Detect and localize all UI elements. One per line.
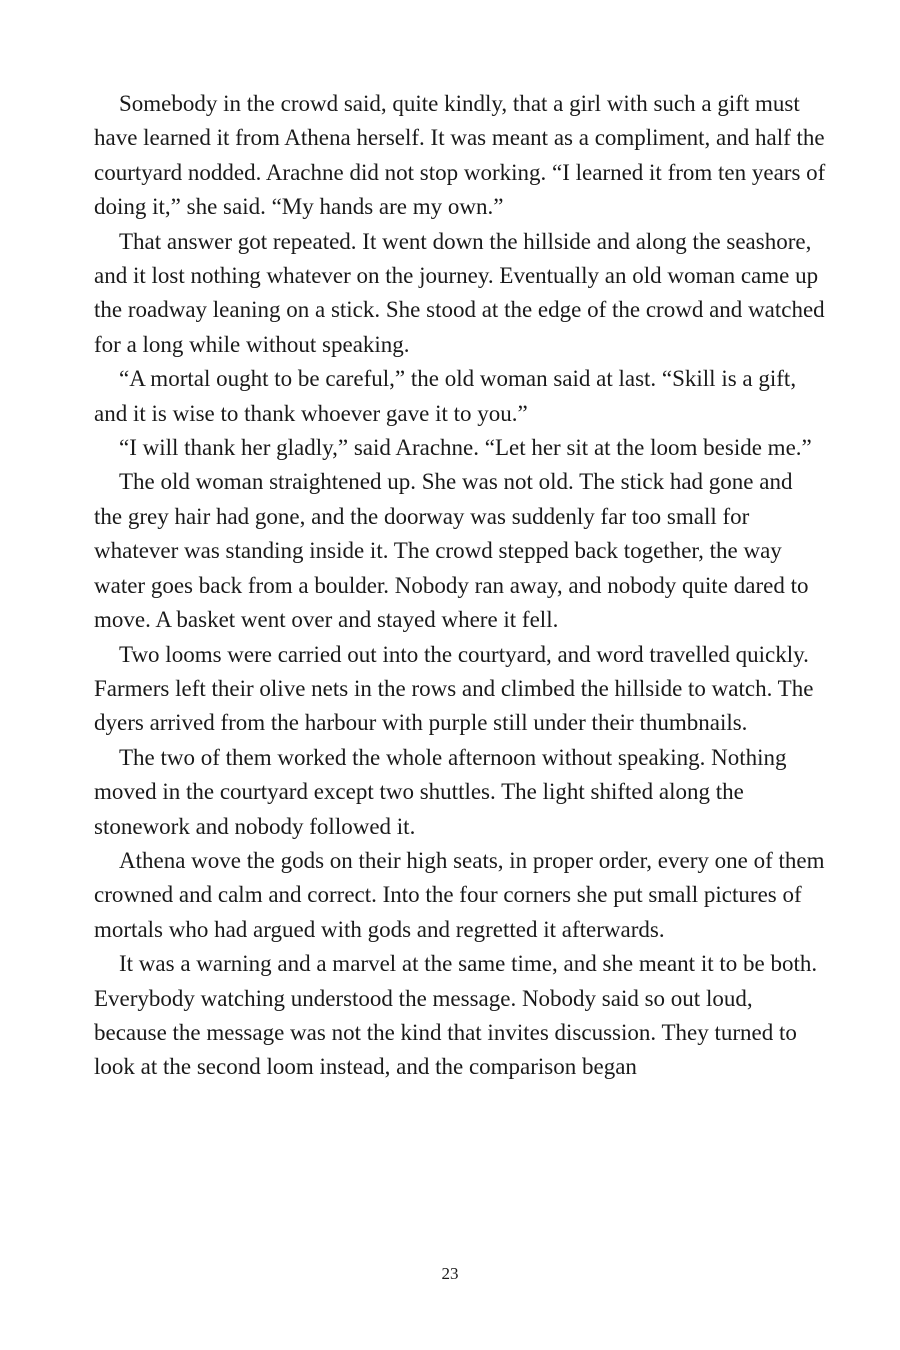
- paragraph: “I will thank her gladly,” said Arachne. “Let her sit at the loom beside me.”: [119, 435, 812, 461]
- paragraph: Two looms were carried out into the courtyard, and word travelled quickly. Farmers left their olive nets in the rows and climbed the hillside to watch. The dyers arrived from the harbour with purple still under their thumbnails.: [94, 641, 814, 736]
- paragraph: Athena wove the gods on their high seats, in proper order, every one of them crowned and calm and correct. Into the four corners she put small pictures of mortals who had argued with gods and regretted it afterwards.: [94, 847, 825, 942]
- body-text: [94, 87, 826, 1085]
- paragraph: That answer got repeated. It went down the hillside and along the seashore, and it lost nothing whatever on the journey. Eventually an old woman came up the roadway leaning on a stick. She stood at the edge of the crowd and watched for a long while without speaking.: [94, 228, 825, 357]
- paragraph: Somebody in the crowd said, quite kindly, that a girl with such a gift must have learned it from Athena herself. It was meant as a compliment, and half the courtyard nodded. Arachne did not stop working. “I learned it from ten years of doing it,” she said. “My hands are my own.”: [94, 91, 826, 220]
- paragraph: The old woman straightened up. She was not old. The stick had gone and the grey hair had gone, and the doorway was suddenly far too small for whatever was standing inside it. The crowd stepped back together, the way water goes back from a boulder. Nobody ran away, and nobody quite dared to move. A basket went over and stayed where it fell.: [94, 469, 809, 633]
- page-number: 23: [441, 1264, 459, 1283]
- paragraph: “A mortal ought to be careful,” the old woman said at last. “Skill is a gift, and it is wise to thank whoever gave it to you.”: [94, 366, 797, 426]
- paragraph: The two of them worked the whole afternoon without speaking. Nothing moved in the courtyard except two shuttles. The light shifted along the stonework and nobody followed it.: [94, 744, 787, 839]
- paragraph: It was a warning and a marvel at the same time, and she meant it to be both. Everybody watching understood the message. Nobody said so out loud, because the message was not the kind that invites discussion. They turned to look at the second loom instead, and the comparison began: [94, 951, 818, 1080]
